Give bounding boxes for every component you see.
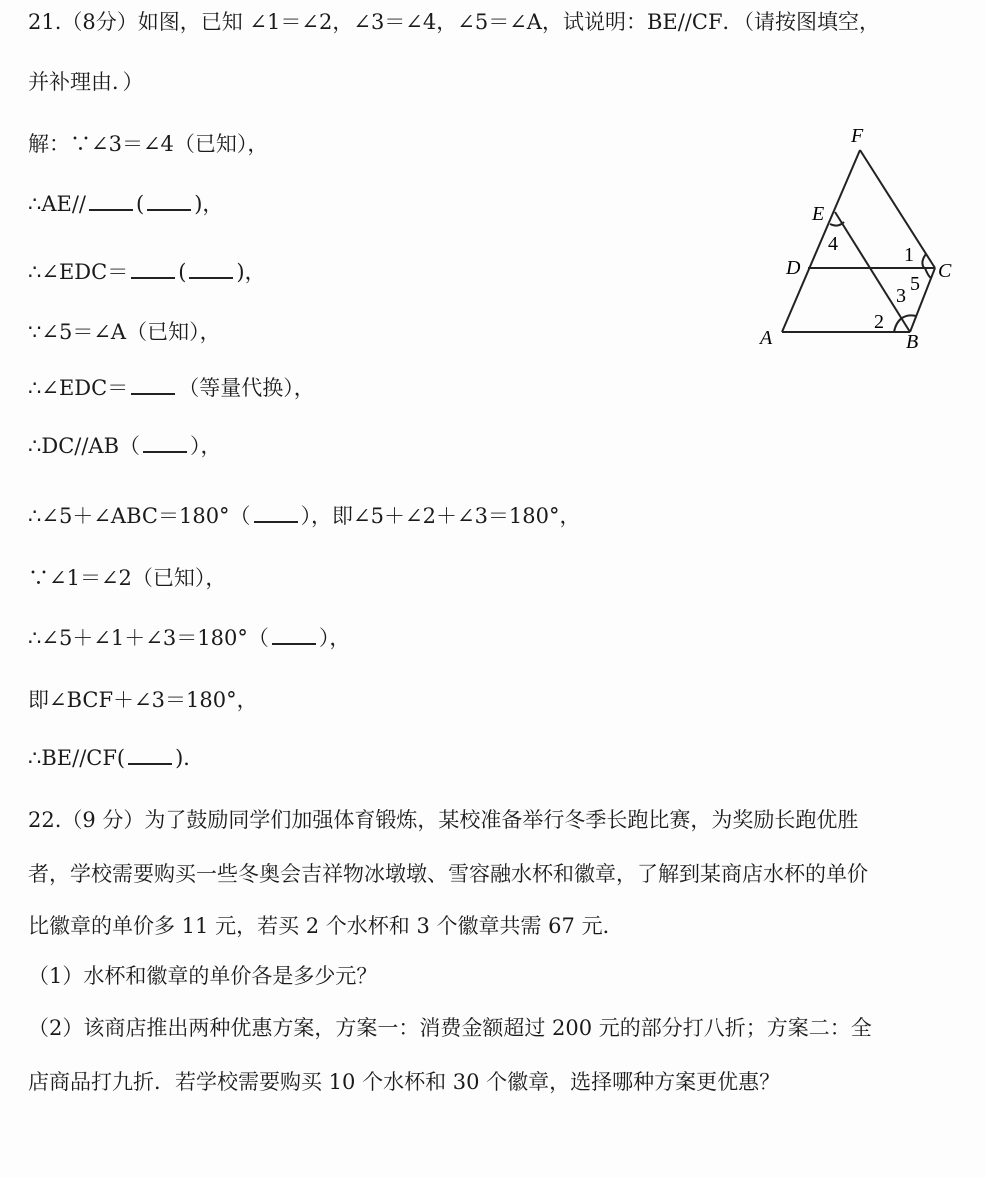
answer-blank[interactable] xyxy=(131,392,175,395)
angle-label-2: 2 xyxy=(874,311,884,333)
reason-blank[interactable] xyxy=(254,520,298,523)
step-text: ∴∠EDC＝ xyxy=(28,260,129,284)
step-text: ∴∠5＋∠ABC＝180°（ xyxy=(28,504,251,528)
angle-4-arc xyxy=(830,222,844,226)
q21-step-4: ∵∠5＝∠A（已知）， xyxy=(28,320,221,344)
q21-step-11 xyxy=(28,748,204,769)
step-tail: ， xyxy=(202,192,224,216)
q21-step-1: 解：∵∠3＝∠4（已知）， xyxy=(28,132,269,156)
step-tail: ），即∠5＋∠2＋∠3＝180°， xyxy=(300,504,581,528)
answer-blank[interactable] xyxy=(89,208,133,211)
step-text: ∴BE//CF( xyxy=(28,746,126,770)
q22-line-3: 比徽章的单价多 11 元，若买 2 个水杯和 3 个徽章共需 67 元． xyxy=(28,914,624,938)
q21-step-2: ∴AE// ( )， xyxy=(28,192,224,216)
point-C: C xyxy=(938,260,952,282)
q22-part-2: （2）该商店推出两种优惠方案，方案一：消费金额超过 200 元的部分打八折；方案二：全 xyxy=(28,1016,872,1040)
q21-step-8: ∵∠1＝∠2（已知）， xyxy=(28,566,227,590)
q21-step-6 xyxy=(28,436,222,457)
segment-FC xyxy=(860,150,935,268)
q22-line-2: 者，学校需要购买一些冬奥会吉祥物冰墩墩、雪容融水杯和徽章，了解到某商店水杯的单价 xyxy=(28,862,868,886)
step-tail: ）， xyxy=(190,434,222,458)
point-D: D xyxy=(786,257,801,279)
step-text: ∴DC//AB（ xyxy=(28,434,141,458)
step-tail: )． xyxy=(175,746,205,770)
reason-blank[interactable] xyxy=(189,276,233,279)
q21-step-5 xyxy=(28,378,315,399)
geometry-figure xyxy=(750,120,970,360)
q21-step-7 xyxy=(28,506,581,527)
reason-blank[interactable] xyxy=(147,208,191,211)
q21-step-10: 即∠BCF＋∠3＝180°， xyxy=(28,688,258,712)
q21-header: 21.（8分）如图，已知 ∠1＝∠2，∠3＝∠4，∠5＝∠A，试说明：BE//CF．（请按图填空， xyxy=(28,10,881,34)
step-text: ∴AE// xyxy=(28,192,87,216)
q21-step-3: ∴∠EDC＝ ( )， xyxy=(28,260,266,284)
q22-part-2-cont: 店商品打九折．若学校需要购买 10 个水杯和 30 个徽章，选择哪种方案更优惠？ xyxy=(28,1070,781,1094)
step-tail: ， xyxy=(244,260,266,284)
step-tail: ）， xyxy=(318,626,351,650)
q22-part-1: （1）水杯和徽章的单价各是多少元？ xyxy=(28,964,378,988)
point-A: A xyxy=(760,327,773,349)
point-B: B xyxy=(906,331,919,353)
reason-blank[interactable] xyxy=(272,642,316,645)
angle-5-arc xyxy=(925,268,931,278)
q21-header-cont: 并补理由．） xyxy=(28,70,144,94)
reason-blank[interactable] xyxy=(128,762,172,765)
angle-1-arc xyxy=(922,254,926,268)
reason-blank[interactable] xyxy=(143,450,187,453)
step-text: ∴∠5＋∠1＋∠3＝180°（ xyxy=(28,626,269,650)
angle-2-arc xyxy=(894,318,902,332)
step-text: ∴∠EDC＝ xyxy=(28,376,129,400)
step-tail: （等量代换）， xyxy=(178,376,315,400)
angle-label-4: 4 xyxy=(828,233,838,255)
angle-label-5: 5 xyxy=(910,273,920,295)
point-F: F xyxy=(851,125,864,147)
angle-label-1: 1 xyxy=(904,244,914,266)
q22-line-1: 22.（9 分）为了鼓励同学们加强体育锻炼，某校准备举行冬季长跑比赛，为奖励长跑优胜 xyxy=(28,808,859,832)
q21-step-9 xyxy=(28,628,350,649)
answer-blank[interactable] xyxy=(131,276,175,279)
angle-3-arc xyxy=(902,315,916,318)
point-E: E xyxy=(812,203,825,225)
segment-AF xyxy=(782,150,860,332)
segment-EB xyxy=(835,212,910,332)
angle-label-3: 3 xyxy=(896,285,906,307)
